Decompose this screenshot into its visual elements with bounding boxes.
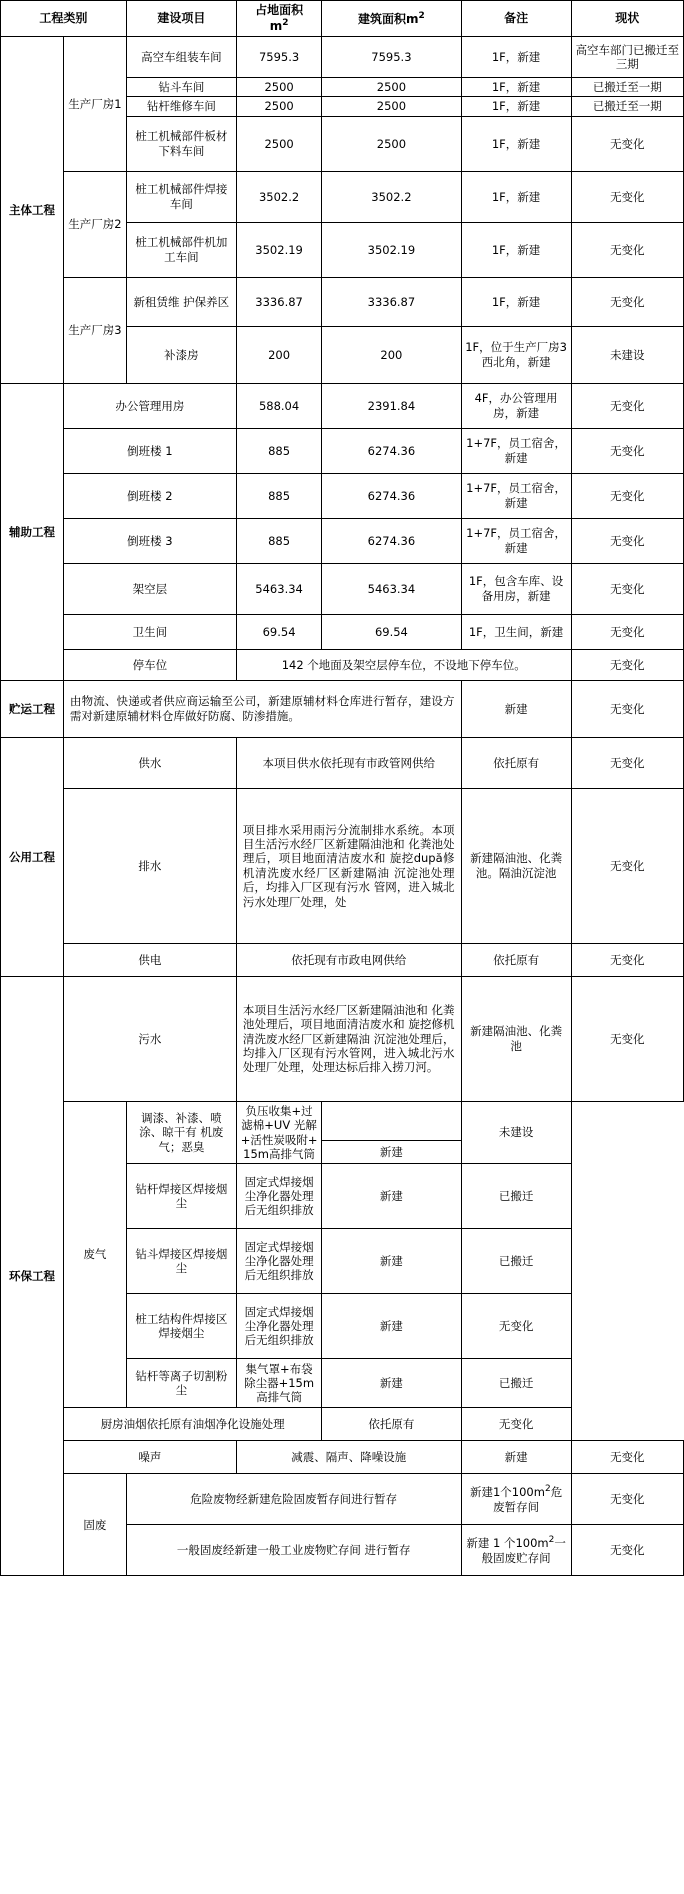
build-area: 69.54 <box>322 614 461 649</box>
header-category: 工程类别 <box>1 1 127 37</box>
item-name: 钻杆等离子切割粉尘 <box>126 1359 236 1408</box>
note: 依托原有 <box>322 1408 461 1441</box>
description: 一般固废经新建一般工业废物贮存间 进行暂存 <box>126 1525 461 1576</box>
note: 1F，新建 <box>461 97 571 116</box>
note: 1F，新建 <box>461 78 571 97</box>
item-name: 新租赁维 护保养区 <box>126 277 236 326</box>
category-environment: 环保工程 <box>1 976 64 1576</box>
table-row <box>1 614 684 649</box>
note: 新建 <box>461 1441 571 1474</box>
header-land-area: 占地面积 $m^2$ <box>236 1 321 37</box>
header-item: 建设项目 <box>126 1 236 37</box>
table-row <box>1 1441 684 1474</box>
status: 已搬迁 <box>461 1229 571 1294</box>
table-row <box>1 680 684 737</box>
status: 无变化 <box>571 788 683 943</box>
item-name: 供水 <box>63 737 236 788</box>
item-name: 污水 <box>63 976 236 1101</box>
status: 无变化 <box>461 1408 571 1441</box>
item-name: 钻斗车间 <box>126 78 236 97</box>
land-area: 69.54 <box>236 614 321 649</box>
item-name: 厨房油烟依托原有油烟净化设施处理 <box>63 1408 321 1441</box>
build-area: 7595.3 <box>322 37 461 78</box>
status: 高空车部门已搬迁至三期 <box>571 37 683 78</box>
item-name: 调漆、补漆、喷涂、晾干有 机废气；恶臭 <box>126 1101 236 1164</box>
description: 依托现有市政电网供给 <box>236 943 461 976</box>
status: 无变化 <box>571 473 683 518</box>
note: 新建隔油池、化粪池 <box>461 976 571 1101</box>
status: 已搬迁至一期 <box>571 97 683 116</box>
build-area: 3336.87 <box>322 277 461 326</box>
item-name: 办公管理用房 <box>63 383 236 428</box>
item-name: 倒班楼 1 <box>63 428 236 473</box>
status: 无变化 <box>461 1294 571 1359</box>
header-note: 备注 <box>461 1 571 37</box>
header-status: 现状 <box>571 1 683 37</box>
status: 已搬迁至一期 <box>571 78 683 97</box>
status: 无变化 <box>571 518 683 563</box>
status: 无变化 <box>571 943 683 976</box>
item-name: 倒班楼 2 <box>63 473 236 518</box>
treatment: 固定式焊接烟尘净化器处理后无组织排放 <box>236 1164 321 1229</box>
land-area: 2500 <box>236 97 321 116</box>
note: 1+7F，员工宿舍，新建 <box>461 518 571 563</box>
table-row <box>1 976 684 1101</box>
table-row <box>1 473 684 518</box>
land-area: 885 <box>236 428 321 473</box>
table-row <box>1 1474 684 1525</box>
build-area: 3502.2 <box>322 171 461 222</box>
table-row <box>1 1408 684 1441</box>
status: 无变化 <box>571 383 683 428</box>
item-name: 桩工机械部件板材下料车间 <box>126 116 236 171</box>
note <box>322 1101 461 1141</box>
treatment: 固定式焊接烟尘净化器处理后无组织排放 <box>236 1294 321 1359</box>
subgroup-workshop2: 生产厂房2 <box>63 171 126 277</box>
item-name: 供电 <box>63 943 236 976</box>
table-row <box>1 563 684 614</box>
land-area: 2500 <box>236 78 321 97</box>
note: 1F，卫生间，新建 <box>461 614 571 649</box>
note: 1+7F，员工宿舍，新建 <box>461 473 571 518</box>
item-name: 补漆房 <box>126 326 236 383</box>
status: 无变化 <box>571 171 683 222</box>
note: 新建 <box>461 680 571 737</box>
status: 无变化 <box>571 1525 683 1576</box>
table-header-row <box>1 1 684 37</box>
description: 本项目供水依托现有市政管网供给 <box>236 737 461 788</box>
note: 新建 <box>322 1141 461 1164</box>
status: 无变化 <box>571 737 683 788</box>
item-name: 高空车组装车间 <box>126 37 236 78</box>
item-name: 卫生间 <box>63 614 236 649</box>
treatment: 固定式焊接烟尘净化器处理后无组织排放 <box>236 1229 321 1294</box>
build-area: 6274.36 <box>322 473 461 518</box>
table-row <box>1 737 684 788</box>
treatment: 负压收集+过滤棉+UV 光解+活性炭吸附+15m高排气筒 <box>236 1101 321 1164</box>
build-area: 6274.36 <box>322 428 461 473</box>
land-area: 3502.19 <box>236 222 321 277</box>
description: 项目排水采用雨污分流制排水系统。本项目生活污水经厂区新建隔油池和 化粪池处理后，项目地面清洁废水和 旋挖după修机清洗废水经厂区新建隔油 沉淀池处理后，均排入厂区现有污水 管网，进入城北污水处理厂处理，处 <box>236 788 461 943</box>
storage-description: 由物流、快递或者供应商运输至公司，新建原辅材料仓库进行暂存，建设方需对新建原辅材料仓库做好防腐、防渗措施。 <box>63 680 461 737</box>
category-storage: 贮运工程 <box>1 680 64 737</box>
note: 1F，新建 <box>461 116 571 171</box>
treatment: 集气罩+布袋除尘器+15m高排气筒 <box>236 1359 321 1408</box>
land-area: 588.04 <box>236 383 321 428</box>
land-area: 3336.87 <box>236 277 321 326</box>
build-area: 2500 <box>322 97 461 116</box>
table-row <box>1 788 684 943</box>
parking-description: 142 个地面及架空层停车位，不设地下停车位。 <box>236 649 571 680</box>
status: 未建设 <box>571 326 683 383</box>
land-area: 885 <box>236 518 321 563</box>
note: 新建1个$100m^2$危废暂存间 <box>461 1474 571 1525</box>
note: 1F，新建 <box>461 222 571 277</box>
subgroup-workshop1: 生产厂房1 <box>63 37 126 172</box>
build-area: 5463.34 <box>322 563 461 614</box>
item-name: 钻杆焊接区焊接烟尘 <box>126 1164 236 1229</box>
land-area: 3502.2 <box>236 171 321 222</box>
note: 1F，新建 <box>461 277 571 326</box>
note: 4F，办公管理用房，新建 <box>461 383 571 428</box>
note: 依托原有 <box>461 737 571 788</box>
land-area: 5463.34 <box>236 563 321 614</box>
status: 无变化 <box>571 680 683 737</box>
note: 1F，包含车库、设备用房，新建 <box>461 563 571 614</box>
item-name: 桩工机械部件机加工车间 <box>126 222 236 277</box>
land-area: 7595.3 <box>236 37 321 78</box>
status: 未建设 <box>461 1101 571 1164</box>
table-row <box>1 171 684 222</box>
land-area: 885 <box>236 473 321 518</box>
status: 无变化 <box>571 976 683 1101</box>
build-area: 2391.84 <box>322 383 461 428</box>
table-row <box>1 277 684 326</box>
table-row <box>1 383 684 428</box>
note: 新建 <box>322 1164 461 1229</box>
note: 新建 <box>322 1359 461 1408</box>
note: 依托原有 <box>461 943 571 976</box>
status: 无变化 <box>571 1441 683 1474</box>
build-area: 3502.19 <box>322 222 461 277</box>
item-name: 架空层 <box>63 563 236 614</box>
table-row <box>1 1101 684 1141</box>
status: 无变化 <box>571 563 683 614</box>
status: 已搬迁 <box>461 1359 571 1408</box>
category-auxiliary: 辅助工程 <box>1 383 64 680</box>
note: 1+7F，员工宿舍，新建 <box>461 428 571 473</box>
item-name: 桩工结构件焊接区焊接烟尘 <box>126 1294 236 1359</box>
build-area: 2500 <box>322 116 461 171</box>
subgroup-workshop3: 生产厂房3 <box>63 277 126 383</box>
note: 1F，新建 <box>461 171 571 222</box>
description: 本项目生活污水经厂区新建隔油池和 化粪池处理后，项目地面清洁废水和 旋挖修机清洗废水经厂区新建隔油 沉淀池处理后，均排入厂区现有污水管网，进入城北污水处理厂处理，处理达标后排入捞刀河。 <box>236 976 461 1101</box>
status: 无变化 <box>571 116 683 171</box>
item-name: 桩工机械部件焊接车间 <box>126 171 236 222</box>
status: 无变化 <box>571 277 683 326</box>
table-row <box>1 37 684 78</box>
description: 危险废物经新建危险固废暂存间进行暂存 <box>126 1474 461 1525</box>
status: 无变化 <box>571 649 683 680</box>
item-name: 噪声 <box>63 1441 236 1474</box>
item-name: 排水 <box>63 788 236 943</box>
status: 已搬迁 <box>461 1164 571 1229</box>
build-area: 6274.36 <box>322 518 461 563</box>
category-utility: 公用工程 <box>1 737 64 976</box>
description: 减震、隔声、降噪设施 <box>236 1441 461 1474</box>
note: 1F，新建 <box>461 37 571 78</box>
note: 新建 <box>322 1294 461 1359</box>
table-row <box>1 649 684 680</box>
status: 无变化 <box>571 1474 683 1525</box>
build-area: 2500 <box>322 78 461 97</box>
item-name: 倒班楼 3 <box>63 518 236 563</box>
note: 新建隔油池、化粪池。隔油沉淀池 <box>461 788 571 943</box>
build-area: 200 <box>322 326 461 383</box>
solid-waste-label: 固废 <box>63 1474 126 1576</box>
exhaust-gas-label: 废气 <box>63 1101 126 1408</box>
land-area: 200 <box>236 326 321 383</box>
status: 无变化 <box>571 428 683 473</box>
table-row <box>1 428 684 473</box>
note: 新建 1 个$100m^2$一般固废贮存间 <box>461 1525 571 1576</box>
land-area: 2500 <box>236 116 321 171</box>
category-main: 主体工程 <box>1 37 64 384</box>
status: 无变化 <box>571 222 683 277</box>
header-build-area: 建筑面积$m^2$ <box>322 1 461 37</box>
item-name: 钻斗焊接区焊接烟尘 <box>126 1229 236 1294</box>
table-row <box>1 943 684 976</box>
status: 无变化 <box>571 614 683 649</box>
table-row <box>1 518 684 563</box>
note: 新建 <box>322 1229 461 1294</box>
item-name: 停车位 <box>63 649 236 680</box>
item-name: 钻杆维修车间 <box>126 97 236 116</box>
note: 1F，位于生产厂房3西北角，新建 <box>461 326 571 383</box>
